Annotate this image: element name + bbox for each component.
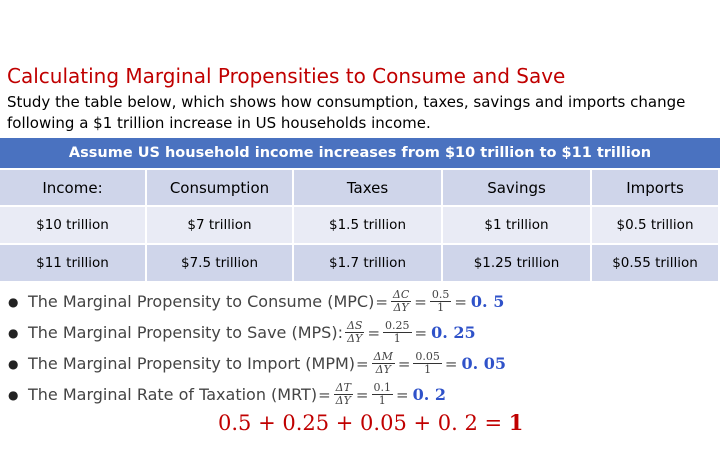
table-cell: $7 trillion — [147, 207, 294, 245]
page-title: Calculating Marginal Propensities to Consume and Save — [7, 64, 566, 88]
sum-expression: 0.5 + 0.25 + 0.05 + 0. 2 = — [218, 411, 503, 435]
header-consumption: Consumption — [147, 170, 294, 207]
equals-sign: = — [454, 292, 467, 311]
fraction-denominator: 1 — [437, 301, 445, 314]
symbol-fraction — [334, 382, 353, 407]
table-row — [0, 207, 720, 245]
table-cell: $0.5 trillion — [592, 207, 720, 245]
table-cell: $11 trillion — [0, 245, 147, 283]
equals-sign: = — [355, 385, 369, 404]
equals-sign: = — [367, 323, 381, 342]
table-cell: $10 trillion — [0, 207, 147, 245]
fraction-numerator: ΔC — [392, 288, 410, 301]
symbol-fraction — [372, 351, 395, 376]
value-fraction — [430, 289, 452, 314]
result-value: 0. 5 — [470, 292, 505, 311]
table-cell: $1.5 trillion — [294, 207, 443, 245]
value-fraction — [413, 351, 442, 376]
table-banner: Assume US household income increases from $10 trillion to $11 trillion — [0, 138, 720, 170]
fraction-numerator: 0.05 — [415, 350, 440, 363]
result-value: 0. 2 — [412, 385, 446, 404]
table-cell: $1 trillion — [443, 207, 592, 245]
fraction-numerator: ΔS — [346, 319, 363, 332]
list-item-mpm — [8, 348, 506, 379]
header-imports: Imports — [592, 170, 720, 207]
equals-sign: = — [414, 292, 427, 311]
fraction-denominator: 1 — [424, 363, 432, 376]
fraction-numerator: 0.5 — [431, 288, 450, 301]
table-row — [0, 245, 720, 283]
bullet-label: The Marginal Rate of Taxation (MRT) — [28, 385, 318, 404]
equals-sign: = — [318, 385, 331, 404]
fraction-denominator: ΔY — [375, 363, 391, 376]
table-cell: $0.55 trillion — [592, 245, 720, 283]
equals-sign: = — [396, 385, 409, 404]
symbol-fraction — [345, 320, 364, 345]
bullet-label: The Marginal Propensity to Save (MPS): — [28, 323, 343, 342]
list-item-mps — [8, 317, 506, 348]
fraction-denominator: 1 — [393, 332, 401, 345]
income-table — [0, 138, 720, 283]
header-savings: Savings — [443, 170, 592, 207]
equals-sign: = — [444, 354, 458, 373]
list-item-mpc — [8, 286, 506, 317]
header-taxes: Taxes — [294, 170, 443, 207]
bullet-icon: ● — [8, 387, 19, 402]
bullet-label: The Marginal Propensity to Consume (MPC) — [28, 292, 375, 311]
sum-total: 1 — [508, 410, 524, 435]
equals-sign: = — [356, 354, 369, 373]
table-cell: $1.7 trillion — [294, 245, 443, 283]
intro-text: Study the table below, which shows how consumption, taxes, savings and imports change following a $1 trillion increase in US households income. — [7, 93, 686, 132]
equals-sign: = — [414, 323, 428, 342]
fraction-numerator: ΔT — [335, 381, 351, 394]
fraction-denominator: ΔY — [347, 332, 363, 345]
value-fraction — [372, 382, 394, 407]
header-income: Income: — [0, 170, 147, 207]
fraction-numerator: 0.1 — [373, 381, 391, 394]
fraction-numerator: 0.25 — [385, 319, 410, 332]
bullet-icon: ● — [8, 356, 19, 371]
equals-sign: = — [397, 354, 411, 373]
fraction-numerator: ΔM — [373, 350, 393, 363]
propensity-list — [8, 286, 506, 410]
result-value: 0. 05 — [461, 354, 507, 373]
equals-sign: = — [375, 292, 388, 311]
bullet-label: The Marginal Propensity to Import (MPM) — [28, 354, 356, 373]
table-header-row — [0, 170, 720, 207]
symbol-fraction — [391, 289, 411, 314]
fraction-denominator: 1 — [378, 394, 386, 407]
sum-equation — [218, 410, 523, 435]
bullet-icon: ● — [8, 294, 19, 309]
result-value: 0. 25 — [431, 323, 476, 342]
fraction-denominator: ΔY — [393, 301, 409, 314]
bullet-icon: ● — [8, 325, 19, 340]
table-cell: $1.25 trillion — [443, 245, 592, 283]
fraction-denominator: ΔY — [335, 394, 351, 407]
value-fraction — [383, 320, 412, 345]
table-cell: $7.5 trillion — [147, 245, 294, 283]
list-item-mrt — [8, 379, 506, 410]
